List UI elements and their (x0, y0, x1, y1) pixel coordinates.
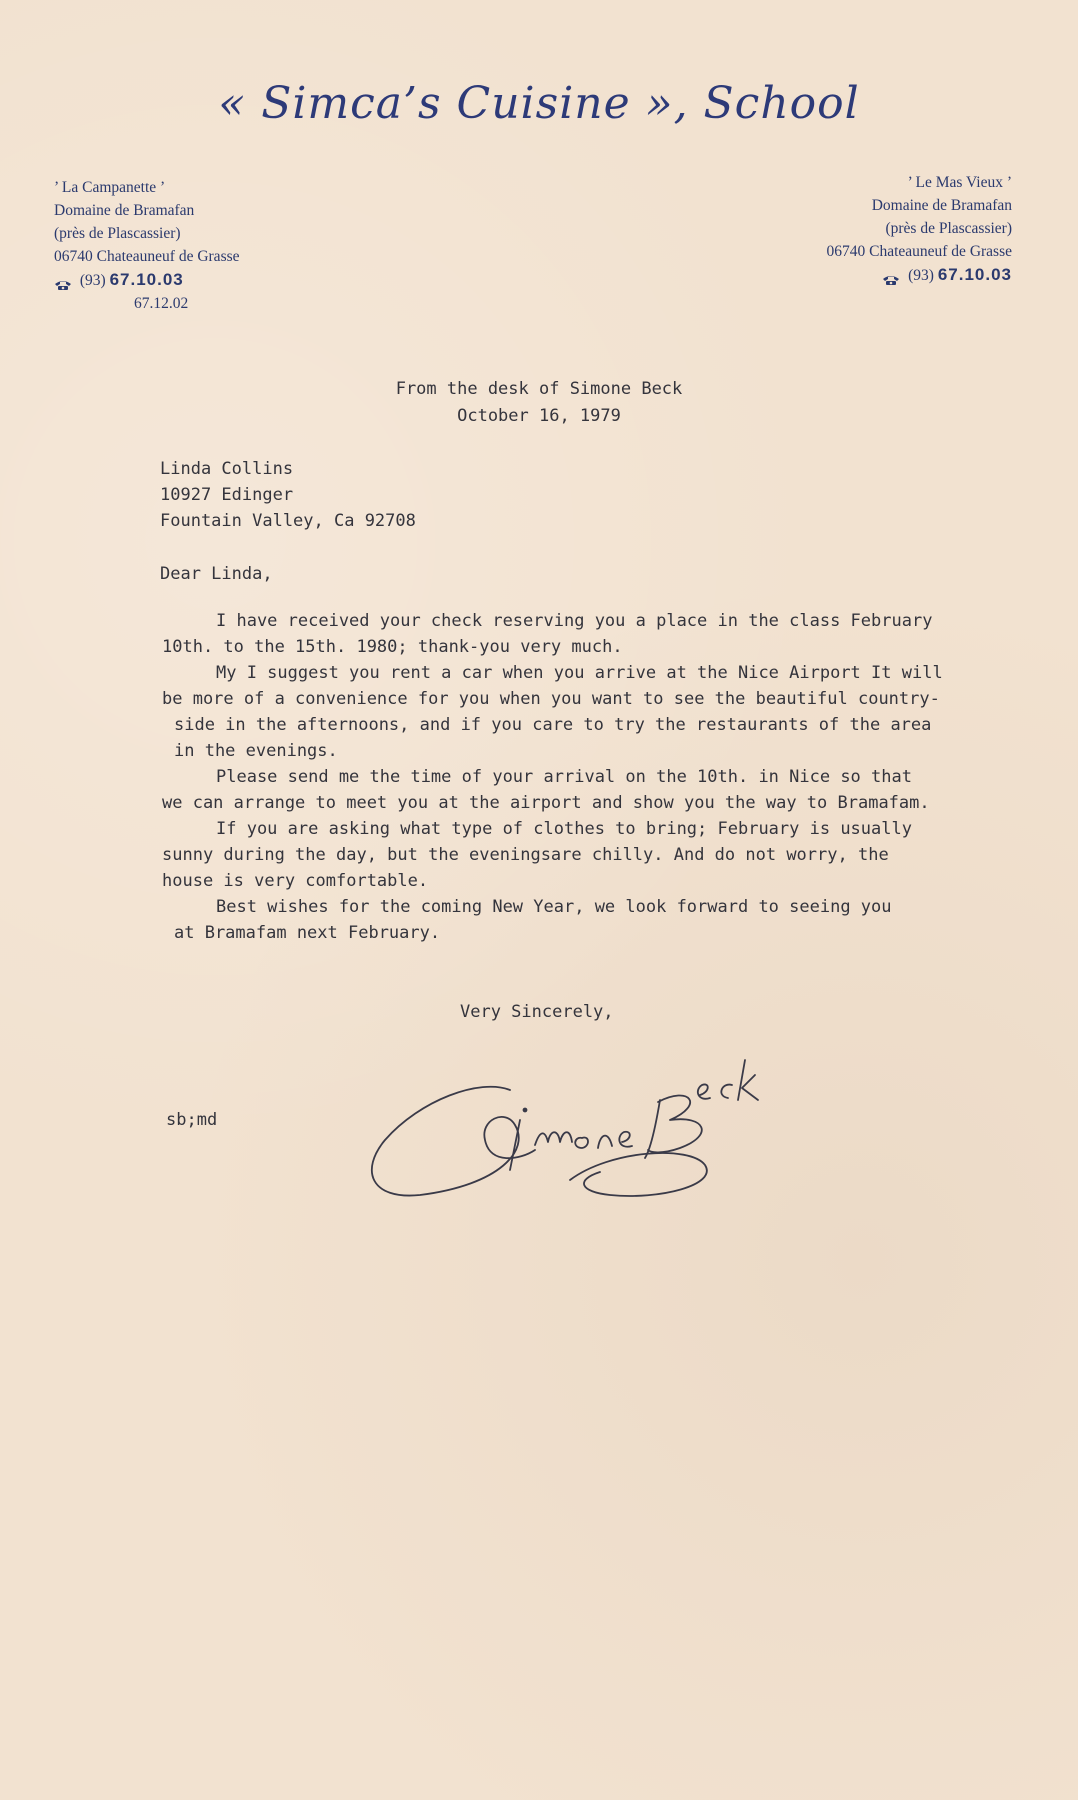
handwritten-signature (360, 1030, 880, 1220)
body-line: at Bramafam next February. (174, 923, 441, 943)
address-left-phone-row (54, 268, 240, 292)
recipient-street: 10927 Edinger (160, 485, 294, 505)
body-line: 10th. to the 15th. 1980; thank-you very much. (162, 637, 623, 657)
address-right-area-code: (93) (908, 267, 934, 284)
address-left-postal-city: 06740 Chateauneuf de Grasse (54, 248, 240, 265)
address-left-domain: Domaine de Bramafan (54, 202, 195, 219)
letter-date: October 16, 1979 (457, 406, 621, 426)
body-line: in the evenings. (174, 741, 338, 761)
body-line: Please send me the time of your arrival on the 10th. in Nice so that (216, 767, 912, 787)
body-line: sunny during the day, but the eveningsare chilly. And do not worry, the (162, 845, 889, 865)
body-line: I have received your check reserving you a place in the class February (216, 611, 933, 631)
address-right (826, 171, 1012, 287)
body-line: house is very comfortable. (162, 871, 429, 891)
address-left-phone: 67.10.03 (109, 270, 184, 289)
address-left-phone-alt: 67.12.02 (134, 295, 189, 312)
address-right-name: ’ Le Mas Vieux ’ (907, 174, 1012, 191)
address-right-postal-city: 06740 Chateauneuf de Grasse (826, 243, 1012, 260)
recipient-name: Linda Collins (160, 459, 294, 479)
salutation: Dear Linda, (160, 564, 273, 584)
address-left-name: ’ La Campanette ’ (54, 179, 166, 196)
body-line: side in the afternoons, and if you care to try the restaurants of the area (174, 715, 932, 735)
desk-header (0, 376, 1078, 430)
letterhead-title: « Simca’s Cuisine », School (218, 78, 860, 129)
from-line: From the desk of Simone Beck (395, 379, 683, 399)
body-line: we can arrange to meet you at the airport and show you the way to Bramafam. (162, 793, 930, 813)
address-right-phone: 67.10.03 (937, 265, 1012, 284)
address-left (54, 176, 240, 315)
address-right-domain: Domaine de Bramafan (871, 197, 1012, 214)
telephone-icon (54, 275, 72, 287)
letter-body (162, 608, 1002, 946)
telephone-icon (882, 270, 900, 282)
address-left-near: (près de Plascassier) (54, 225, 181, 242)
body-line: My I suggest you rent a car when you arrive at the Nice Airport It will (216, 663, 943, 683)
body-line: Best wishes for the coming New Year, we look forward to seeing you (216, 897, 892, 917)
body-line: If you are asking what type of clothes to bring; February is usually (216, 819, 912, 839)
body-line: be more of a convenience for you when you want to see the beautiful country- (162, 689, 940, 709)
address-right-phone-row (826, 263, 1012, 287)
typist-initials: sb;md (166, 1110, 218, 1130)
recipient-address (160, 456, 416, 534)
recipient-city: Fountain Valley, Ca 92708 (160, 511, 416, 531)
address-right-near: (près de Plascassier) (885, 220, 1012, 237)
address-left-area-code: (93) (79, 272, 106, 289)
closing: Very Sincerely, (460, 1002, 614, 1022)
